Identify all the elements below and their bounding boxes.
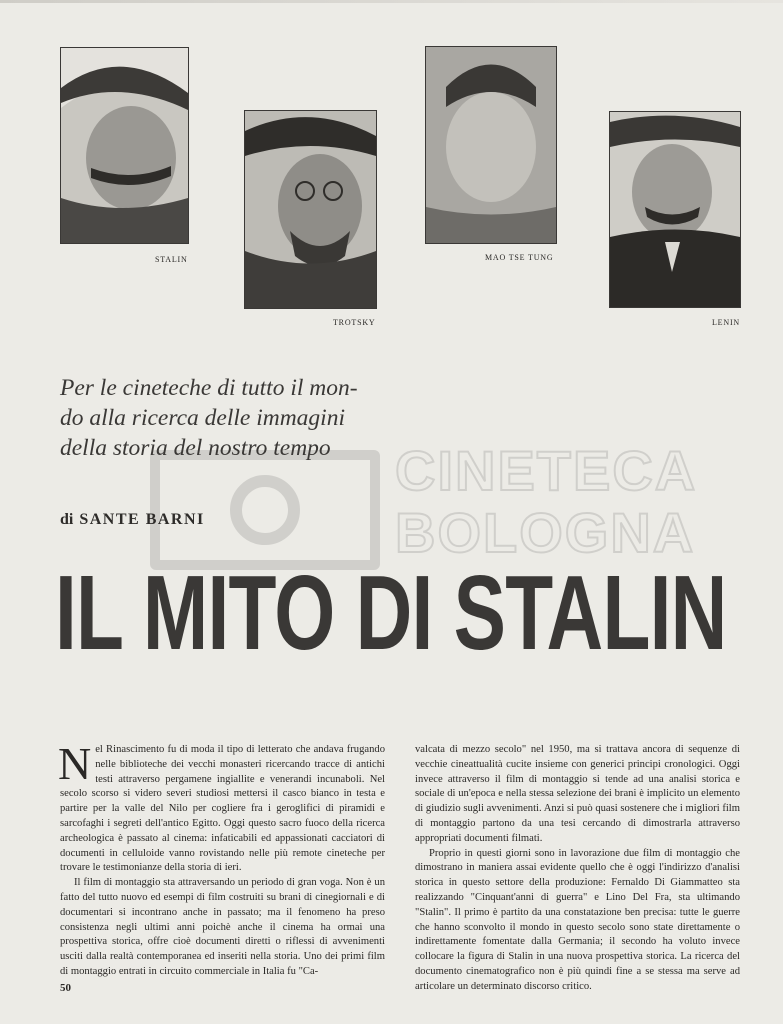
watermark-line2: BOLOGNA xyxy=(395,501,696,564)
caption-lenin: LENIN xyxy=(712,318,740,327)
subtitle-line2: do alla ricerca delle immagini xyxy=(60,405,345,431)
photo-trotsky xyxy=(244,110,377,309)
paragraph-text: el Rinascimento fu di moda il tipo di letterato che andava frugando nelle biblioteche dei vecchi monasteri ricercando tracce di antichi testi attraverso pergamene ingiallite e venerandi incunaboli. Nel secolo scorso si videro severi studiosi mettersi il casco bianco in testa e partire per la valle del Nilo per cogliere fra i geroglifici di piramidi e sarcofaghi i segreti dell'antico Egitto. Oggi questo sacro fuoco della ricerca archeologica è passato al cinema: infaticabili ed appassionati cacciatori di documenti in celluloide vanno rovistando nelle più remote cineteche per trovare le testimonianze della storia di ieri. xyxy=(60,744,385,874)
subtitle-line3: della storia del nostro tempo xyxy=(60,435,331,461)
body-paragraph xyxy=(58,738,385,876)
body-column-left xyxy=(58,738,385,980)
article-headline: IL MITO DI STALIN xyxy=(55,554,727,672)
watermark-line1: CINETECA xyxy=(395,439,698,502)
caption-mao: MAO TSE TUNG xyxy=(485,253,554,262)
watermark-text xyxy=(395,439,698,564)
page-number: 50 xyxy=(60,982,71,994)
byline-author: SANTE BARNI xyxy=(79,511,205,528)
caption-stalin: STALIN xyxy=(155,255,188,264)
body-paragraph: Proprio in questi giorni sono in lavorazione due film di montaggio che dimostrano in maniera assai evidente quello che è oggi l'indirizzo d'analisi storica in questo settore della produzione: Fernaldo Di Giammatteo sta realizzando "Cinquant'anni di guerra" e Lino Del Fra, sta ultimando "Stalin". Il primo è partito da una constatazione ben precisa: tutte le guerre che hanno sconvolto il mondo in questo secolo sono state direttamente o indirettamente fomentate dalla Germania; il secondo ha voluto invece collocare la figura di Stalin in una nuova prospettiva storica. La ricerca del documento cinematografico non è più quindi fine a se stessa ma serve ad articolare un determinato discorso critico. xyxy=(415,847,740,992)
body-column-right xyxy=(415,743,740,995)
photo-mao xyxy=(425,46,557,244)
subtitle-line1: Per le cineteche di tutto il mon- xyxy=(60,375,358,401)
body-paragraph: valcata di mezzo secolo" nel 1950, ma si trattava ancora di sequenze di vecchie cineattualità cucite insieme con generici principi cronologici. Oggi invece attraverso il film di montaggio si tende ad una analisi storica e sociale di un'epoca e nella stessa selezione dei brani è implicito un elemento di giudizio sugli avvenimenti. Anzi si può quasi sostenere che i migliori film di montaggio partono da una tesi cercando di dimostrarla attraverso appropriati documenti filmati. xyxy=(415,744,740,844)
photo-stalin xyxy=(60,47,189,244)
body-paragraph: Il film di montaggio sta attraversando un periodo di gran voga. Non è un fatto del tutto nuovo ed esempi di film costruiti su brani di cinegiornali e di documentari si incontrano anche in passato; ma il fenomeno ha preso consistenza negli ultimi anni poichè anche il cinema ha ormai una prospettiva storica, offre cioè documenti diretti o riflessi di avvenimenti usciti dalla realtà contemporanea ed inseriti nella storia. Uno dei primi film di montaggio entrati in circuito commerciale in Italia fu "Ca- xyxy=(60,877,385,977)
watermark-logo-icon xyxy=(150,450,380,570)
photo-lenin xyxy=(609,111,741,308)
byline-prefix: di xyxy=(60,511,74,528)
caption-trotsky: TROTSKY xyxy=(333,318,376,327)
byline xyxy=(60,511,205,529)
article-subtitle xyxy=(60,373,430,463)
watermark-ring-icon xyxy=(230,475,300,545)
drop-cap: N xyxy=(58,738,92,789)
page-edge xyxy=(0,0,783,3)
